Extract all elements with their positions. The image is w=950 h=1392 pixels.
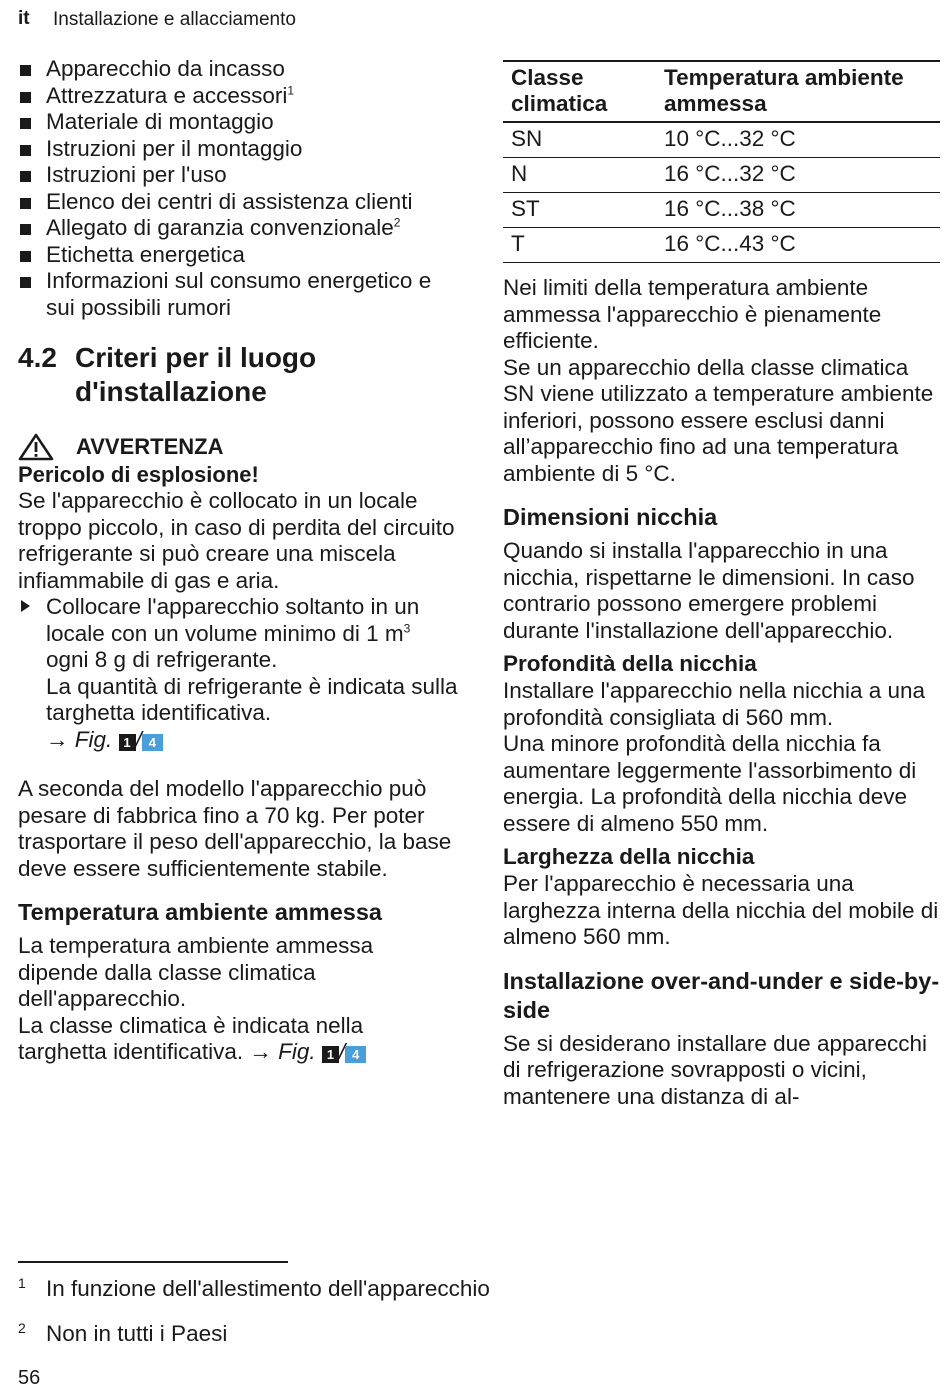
width-heading: Larghezza della nicchia <box>503 844 755 869</box>
sn-class-paragraph: Se un apparecchio della classe climatica SN viene utilizzato a temperature ambiente inferiori, possono essere esclusi danni all’apparecchio fino ad una temperatura ambiente di 5 °C. <box>503 354 934 486</box>
table-cell: T <box>503 228 656 263</box>
figure-4-badge: 4 <box>345 1046 366 1063</box>
footnote-ref: 1 <box>287 83 295 97</box>
niche-heading: Dimensioni nicchia <box>503 504 718 530</box>
depth-paragraph-2: Una minore profondità della nicchia fa aumentare leggermente l'assorbimento di energia. La profondità della nicchia deve essere di almeno 550 mm. <box>503 731 917 836</box>
warning-text: Se l'apparecchio è collocato in un locale troppo piccolo, in caso di perdita del circuito refrigerante si può creare una miscela infiammabile di gas e aria. <box>18 488 455 593</box>
superscript: 3 <box>403 621 411 635</box>
table-cell: ST <box>503 193 656 228</box>
running-header-title: Installazione e allacciamento <box>53 9 296 30</box>
table-cell: 16 °C...38 °C <box>656 193 940 228</box>
footnote <box>18 1320 227 1347</box>
warning-action: Collocare l'apparecchio soltanto in un locale con un volume minimo di 1 $m^3$ ogni 8 g di refrigerante. La quantità di refrigerante è indicata sulla targhetta identificativa. → Fig. 1 / 4 <box>18 594 458 753</box>
footnote-number: 1 <box>18 1275 26 1291</box>
delivery-contents-list <box>18 56 458 321</box>
temperature-paragraph-2: La classe climatica è indicata nella targhetta identificativa. → Fig. 1 / 4 <box>18 1013 458 1066</box>
climate-class-table <box>503 60 940 263</box>
niche-paragraph: Quando si installa l'apparecchio in una nicchia, rispettarne le dimensioni. In caso contrario possono emergere problemi durante l'installazione dell'apparecchio. <box>503 538 915 643</box>
footnote-text: In funzione dell'allestimento dell'apparecchio <box>46 1276 490 1301</box>
warning-heading <box>18 433 458 461</box>
footnote-number: 2 <box>18 1320 26 1336</box>
list-item: Apparecchio da incasso <box>18 56 458 83</box>
footnote-ref: 2 <box>393 215 401 230</box>
table-row <box>503 228 940 263</box>
action-arrow-icon <box>21 600 30 612</box>
list-item: Istruzioni per il montaggio <box>18 136 458 163</box>
footnote-divider <box>18 1261 288 1263</box>
figure-1-badge: 1 <box>322 1046 339 1063</box>
page-number: 56 <box>18 1367 41 1389</box>
warning-triangle-icon <box>18 433 54 461</box>
list-item: Istruzioni per l'uso <box>18 162 458 189</box>
depth-paragraph-1: Installare l'apparecchio nella nicchia a una profondità consigliata di 560 mm. <box>503 678 926 730</box>
table-cell: N <box>503 158 656 193</box>
list-item: Etichetta energetica <box>18 242 458 269</box>
table-header: Classe climatica <box>503 61 656 122</box>
temperature-heading: Temperatura ambiente ammessa <box>18 899 382 925</box>
warning-label: AVVERTENZA <box>76 434 224 459</box>
footnote <box>18 1275 490 1302</box>
table-cell: 16 °C...43 °C <box>656 228 940 263</box>
section-number: 4.2 <box>18 342 57 373</box>
weight-paragraph: A seconda del modello l'apparecchio può pesare di fabbrica fino a 70 kg. Per poter trasportare il peso dell'apparecchio, la base deve essere sufficientemente stabile. <box>18 776 452 881</box>
over-under-heading: Installazione over-and-under e side-by-side <box>503 967 940 1023</box>
table-header-row <box>503 61 940 122</box>
table-cell: SN <box>503 122 656 158</box>
figure-1-badge: 1 <box>119 734 136 751</box>
language-code: it <box>18 8 30 29</box>
table-cell: 10 °C...32 °C <box>656 122 940 158</box>
table-row <box>503 193 940 228</box>
list-item: Allegato di garanzia convenzionale$^2$ <box>18 215 458 242</box>
figure-4-badge: 4 <box>142 734 163 751</box>
list-item: Attrezzatura e accessori$^1$ <box>18 83 458 110</box>
table-cell: 16 °C...32 °C <box>656 158 940 193</box>
table-header: Temperatura ambiente ammessa <box>656 61 940 122</box>
list-item: Materiale di montaggio <box>18 109 458 136</box>
section-title: Criteri per il luogo d'installazione <box>75 342 317 407</box>
list-item: Informazioni sul consumo energetico e sui possibili rumori <box>18 268 458 321</box>
depth-heading: Profondità della nicchia <box>503 651 757 676</box>
right-column <box>503 60 940 1110</box>
width-paragraph: Per l'apparecchio è necessaria una larghezza interna della nicchia del mobile di almeno 560 mm. <box>503 871 939 949</box>
section-heading <box>18 341 458 409</box>
figure-reference[interactable]: → Fig. 1 / 4 <box>46 727 163 752</box>
table-row <box>503 158 940 193</box>
figure-reference[interactable]: → Fig. 1 / 4 <box>249 1039 366 1064</box>
efficiency-paragraph: Nei limiti della temperatura ambiente ammessa l'apparecchio è pienamente efficiente. <box>503 275 882 353</box>
warning-headline: Pericolo di esplosione! <box>18 462 259 487</box>
temperature-paragraph-1: La temperatura ambiente ammessa dipende dalla classe climatica dell'apparecchio. <box>18 933 374 1011</box>
list-item: Elenco dei centri di assistenza clienti <box>18 189 458 216</box>
left-column <box>18 56 458 1066</box>
footnote-text: Non in tutti i Paesi <box>46 1321 228 1346</box>
over-under-paragraph: Se si desiderano installare due apparecchi di refrigerazione sovrapposti o vicini, mantenere una distanza di al- <box>503 1030 928 1109</box>
table-row <box>503 122 940 158</box>
